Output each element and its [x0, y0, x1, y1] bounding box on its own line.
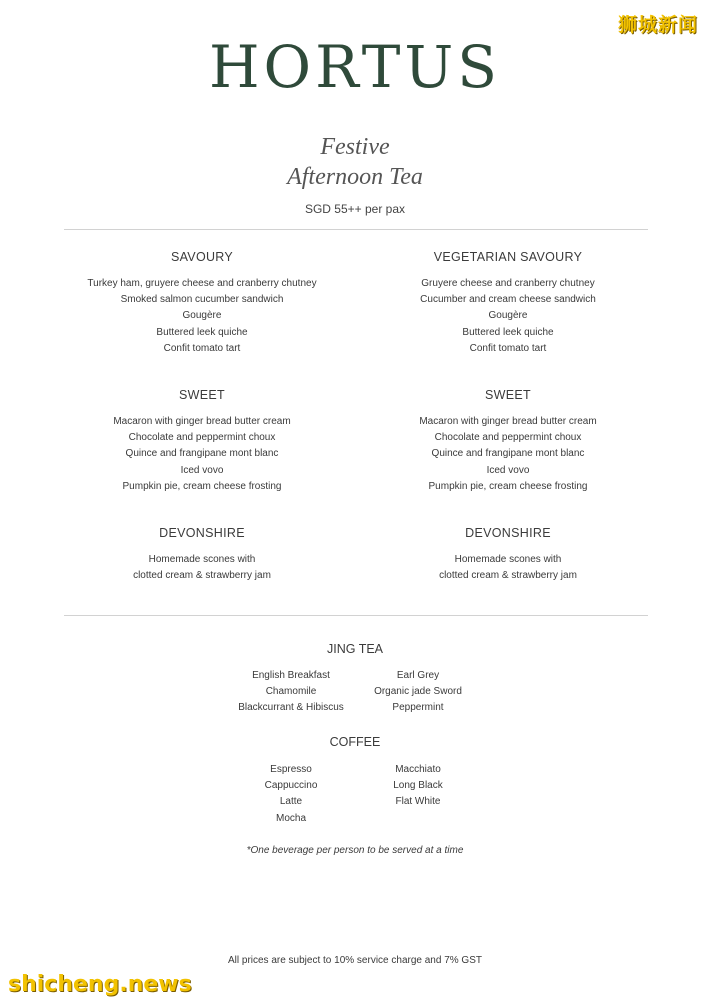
drink-item: Cappuccino — [264, 780, 318, 792]
price-per-pax: SGD 55++ per pax — [304, 202, 406, 216]
menu-item: clotted cream & strawberry jam — [439, 570, 577, 582]
menu-item: Pumpkin pie, cream cheese frosting — [428, 480, 588, 492]
menu-item: Homemade scones with — [454, 554, 562, 565]
divider-middle — [64, 615, 648, 616]
drink-item: Blackcurrant & Hibiscus — [238, 702, 344, 714]
coffee-heading: COFFEE — [329, 735, 381, 749]
menu-title-line1: Festive — [320, 134, 390, 160]
menu-item: Macaron with ginger bread butter cream — [419, 416, 597, 427]
menu-item: Chocolate and peppermint choux — [434, 432, 582, 444]
drink-item: Macchiato — [395, 764, 441, 775]
vegetarian-sweet-section — [358, 387, 658, 495]
menu-item: Gougère — [488, 310, 528, 322]
vegetarian-devonshire-section — [358, 525, 658, 584]
tea-heading: JING TEA — [326, 642, 384, 656]
menu-item: Chocolate and peppermint choux — [128, 432, 276, 444]
tea-list-right — [318, 668, 518, 717]
watermark-bottom: shicheng.news — [8, 972, 192, 997]
devonshire-section — [52, 525, 352, 584]
menu-item: Turkey ham, gruyere cheese and cranberry chutney — [87, 278, 317, 289]
divider-top — [64, 229, 648, 230]
section-heading: SAVOURY — [170, 250, 234, 264]
menu-item: Gougère — [182, 310, 222, 322]
menu-item: Quince and frangipane mont blanc — [431, 448, 585, 460]
brand-logo: HORTUS — [208, 33, 502, 101]
menu-item: Confit tomato tart — [469, 342, 547, 354]
drink-item: Organic jade Sword — [374, 686, 462, 698]
drink-item: English Breakfast — [252, 670, 330, 681]
coffee-list-right — [318, 762, 518, 811]
sweet-section — [52, 387, 352, 495]
menu-item: Quince and frangipane mont blanc — [125, 448, 279, 460]
drink-item: Latte — [279, 796, 303, 808]
menu-title-line2: Afternoon Tea — [287, 164, 423, 190]
menu-item: Gruyere cheese and cranberry chutney — [421, 278, 595, 289]
menu-item: Smoked salmon cucumber sandwich — [120, 294, 284, 306]
section-heading: SWEET — [179, 388, 225, 402]
drink-item: Long Black — [393, 780, 443, 792]
savoury-section — [52, 249, 352, 357]
menu-item: Confit tomato tart — [163, 342, 241, 354]
menu-item: Buttered leek quiche — [156, 326, 248, 338]
drink-item: Flat White — [395, 796, 441, 808]
section-heading: DEVONSHIRE — [465, 526, 551, 540]
beverage-note: *One beverage per person to be served at a time — [246, 845, 464, 856]
section-heading: SWEET — [485, 388, 531, 402]
menu-item: Macaron with ginger bread butter cream — [113, 416, 291, 427]
watermark-top: 狮城新闻 — [617, 14, 698, 36]
menu-item: Pumpkin pie, cream cheese frosting — [122, 480, 282, 492]
section-heading: DEVONSHIRE — [159, 526, 245, 540]
section-heading: VEGETARIAN SAVOURY — [433, 250, 583, 264]
vegetarian-savoury-section — [358, 249, 658, 357]
menu-item: Buttered leek quiche — [462, 326, 554, 338]
drink-item: Mocha — [275, 812, 306, 824]
menu-item: clotted cream & strawberry jam — [133, 570, 271, 582]
drink-item: Peppermint — [392, 702, 444, 714]
menu-item: Iced vovo — [180, 464, 224, 476]
drink-item: Chamomile — [265, 686, 317, 698]
menu-item: Cucumber and cream cheese sandwich — [420, 294, 596, 306]
pricing-footer: All prices are subject to 10% service charge and 7% GST — [227, 955, 482, 966]
drink-item: Earl Grey — [396, 670, 440, 681]
drink-item: Espresso — [270, 764, 312, 775]
menu-item: Iced vovo — [486, 464, 530, 476]
menu-item: Homemade scones with — [148, 554, 256, 565]
